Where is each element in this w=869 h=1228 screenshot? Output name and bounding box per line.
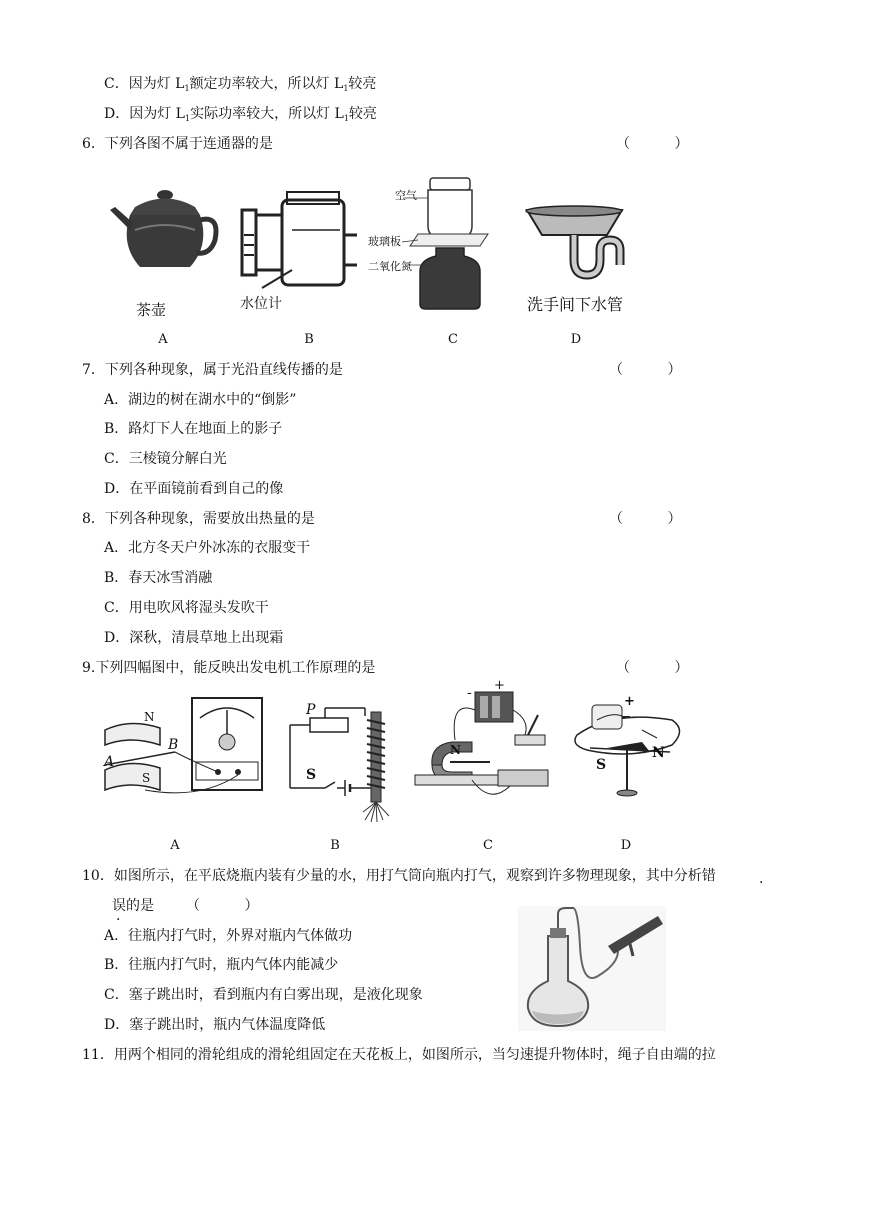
q6-caption-a: A (158, 332, 168, 347)
q6-caption-c: C (448, 332, 458, 347)
q9-caption-a: A (170, 838, 180, 853)
q9a-s-label: S (142, 771, 151, 785)
q9c-plus-label: + (494, 678, 505, 693)
drain-label: 洗手间下水管 (527, 295, 624, 314)
q10-option-a: A．往瓶内打气时，外界对瓶内气体做功 (104, 928, 353, 944)
q9b-switch-s: S (306, 767, 317, 783)
q10-option-b: B．往瓶内打气时，瓶内气体内能减少 (104, 957, 339, 973)
q9-caption-b: B (330, 838, 340, 853)
air-label: 空气 (395, 189, 417, 202)
emphasis-char: 误 (112, 898, 126, 914)
question-9-answer-paren: （ ） (616, 660, 689, 676)
q10-option-c: C．塞子跳出时，看到瓶内有白雾出现，是液化现象 (104, 987, 423, 1003)
no2-label: 二氧化氮 (368, 260, 412, 273)
q10-option-d: D．塞子跳出时，瓶内气体温度降低 (104, 1017, 326, 1033)
q9a-point-b: B (168, 737, 179, 753)
q7-option-d: D．在平面镜前看到自己的像 (104, 481, 284, 497)
q9b-slider-p: P (306, 702, 316, 718)
q9-caption-c: C (483, 838, 493, 853)
q7-option-b: B．路灯下人在地面上的影子 (104, 421, 283, 437)
question-10-stem-line2: 误的是 (112, 898, 154, 914)
question-11-stem: 11．用两个相同的滑轮组成的滑轮组固定在天花板上，如图所示，当匀速提升物体时，绳子自由端的拉 (82, 1047, 716, 1063)
option-d-prev: D．因为灯 $L_1$实际功率较大，所以灯 $L_1$较亮 (104, 106, 377, 123)
question-7-stem: 7．下列各种现象，属于光沿直线传播的是 (82, 362, 343, 378)
q7-option-c: C．三棱镜分解白光 (104, 451, 227, 467)
q8-option-a: A．北方冬天户外冰冻的衣服变干 (104, 540, 311, 556)
q9d-s-label: S (596, 757, 607, 773)
q8-option-d: D．深秋，清晨草地上出现霜 (104, 630, 284, 646)
q9c-n-label: N (450, 743, 461, 757)
sink-drain-figure (522, 205, 632, 285)
q7-option-a: A．湖边的树在湖水中的“倒影” (104, 392, 297, 408)
teapot-figure (105, 185, 225, 280)
generator-galvanometer-figure (100, 690, 270, 805)
q8-option-b: B．春天冰雪消融 (104, 570, 213, 586)
q9d-n-label: N (652, 745, 665, 761)
teapot-label: 茶壶 (136, 301, 167, 319)
water-gauge-figure (232, 190, 362, 290)
q9d-plus-label: + (624, 694, 635, 709)
motor-apparatus-figure (410, 680, 560, 810)
q8-option-c: C．用电吹风将湿头发吹干 (104, 600, 269, 616)
water-gauge-label: 水位计 (240, 296, 282, 312)
question-10-answer-paren: （ ） (186, 898, 259, 914)
emphasis-dot-1: · (759, 875, 764, 891)
q9a-point-a: A (104, 754, 115, 770)
q6-caption-d: D (570, 332, 582, 347)
question-8-stem: 8．下列各种现象，需要放出热量的是 (82, 511, 315, 527)
question-6-answer-paren: （ ） (616, 136, 689, 152)
flask-pump-figure (518, 906, 666, 1031)
question-7-answer-paren: （ ） (609, 362, 682, 378)
q9c-minus-label: - (467, 685, 472, 701)
option-c-prev: C．因为灯 $L_1$额定功率较大，所以灯 $L_1$较亮 (104, 76, 377, 93)
q9-caption-d: D (620, 838, 632, 853)
question-6-stem: 6．下列各图不属于连通器的是 (82, 136, 273, 152)
glass-plate-label: 玻璃板 (368, 235, 401, 248)
electromagnet-figure (285, 698, 400, 823)
q9a-n-label: N (144, 710, 155, 724)
question-9-stem: 9.下列四幅图中，能反映出发电机工作原理的是 (82, 660, 376, 676)
question-10-stem-line1: 10．如图所示，在平底烧瓶内装有少量的水，用打气筒向瓶内打气，观察到许多物理现象，其中分析错 (82, 868, 716, 884)
q6-caption-b: B (304, 332, 314, 347)
question-8-answer-paren: （ ） (609, 511, 682, 527)
